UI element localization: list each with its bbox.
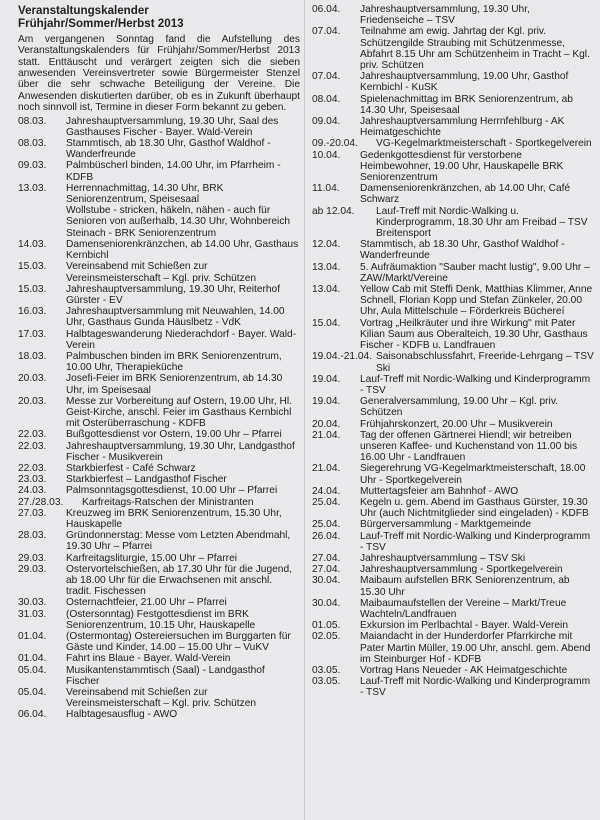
calendar-entry (312, 676, 594, 698)
calendar-entry (312, 138, 594, 149)
calendar-entry (18, 564, 300, 598)
entry-date: 01.04. (18, 631, 47, 642)
title-line-2: Frühjahr/Sommer/Herbst 2013 (18, 17, 184, 31)
entry-text: Maibaum aufstellen BRK Seniorenzentrum, ab 15.30 Uhr (360, 575, 570, 598)
entry-text: Tag der offenen Gärtnerei Hiendl; wir betreiben unseren Kaffee- und Kuchenstand von 11.00 bis 16.00 Uhr - Landfrauen (360, 429, 578, 464)
entry-date: 02.05. (312, 631, 341, 643)
entry-date: 20.03. (18, 395, 47, 407)
calendar-entry (18, 183, 300, 205)
calendar-entry (18, 709, 300, 720)
entry-date: 15.03. (18, 261, 47, 273)
calendar-entry (312, 575, 594, 597)
entry-date: 09.-20.04. (312, 138, 358, 150)
entry-date: 31.03. (18, 608, 47, 620)
calendar-entry (312, 631, 594, 665)
entry-text: Karfreitagsliturgie, 15.00 Uhr – Pfarrei (66, 552, 238, 564)
entry-text: Lauf-Treff mit Nordic-Walking und Kinderprogramm - TSV (360, 676, 591, 699)
calendar-entry (18, 306, 300, 328)
calendar-entry (312, 531, 594, 553)
entry-date (18, 205, 66, 239)
calendar-entry (312, 239, 594, 261)
entry-date: 24.03. (18, 485, 47, 497)
right-column (312, 4, 594, 699)
entry-text: Jahreshauptversammlung Herrnfehlburg - AK Heimatgeschichte (360, 116, 565, 139)
calendar-entry (312, 463, 594, 485)
calendar-entry (18, 497, 300, 508)
entry-text: Stammtisch, ab 18.30 Uhr, Gasthof Waldhof - Wanderfreunde (360, 239, 565, 262)
calendar-entry (312, 4, 594, 26)
calendar-entry (18, 609, 300, 631)
entry-text: (Ostermontag) Ostereiersuchen im Burggarten für Gäste und Kinder, 14.00 – 15.00 Uhr – VuKV (66, 631, 291, 654)
entry-text: Vereinsabend mit Schießen zur Vereinsmeisterschaft – Kgl. priv. Schützen (66, 261, 257, 284)
entry-text: Jahreshauptversammlung, 19.30 Uhr, Saal des Gasthauses Fischer - Bayer. Wald-Verein (66, 115, 279, 138)
calendar-entry (18, 474, 300, 485)
entry-date: 08.04. (312, 93, 341, 105)
entry-text: Maibaumaufstellen der Vereine – Markt/Treue Wachteln/Landfrauen (360, 597, 567, 620)
entry-text: (Ostersonntag) Festgottesdienst im BRK Seniorenzentrum, 10.15 Uhr, Hauskapelle (66, 608, 256, 631)
entry-date: 22.03. (18, 462, 47, 474)
entry-date: 16.03. (18, 306, 47, 318)
entry-text: Starkbierfest - Café Schwarz (66, 462, 196, 474)
entry-date: 25.04. (312, 496, 341, 508)
entry-text: Wollstube - stricken, häkeln, nähen - auch für Senioren von außerhalb, 14.30 Uhr, Wohnbereich Steinach - BRK Seniorenzentrum (66, 205, 291, 239)
calendar-entry (18, 284, 300, 306)
calendar-entry (18, 441, 300, 463)
entry-text: Halbtageswanderung Niederachdorf - Bayer. Wald-Verein (66, 328, 297, 351)
calendar-entry (312, 598, 594, 620)
entry-date: 19.04.-21.04. (312, 351, 373, 363)
entry-date: 03.05. (312, 676, 341, 688)
entry-text: Stammtisch, ab 18.30 Uhr, Gasthof Waldhof - Wanderfreunde (66, 138, 271, 161)
left-column (18, 4, 300, 721)
entry-date: 06.04. (312, 4, 341, 15)
entry-text: Generalversammlung, 19.00 Uhr – Kgl. priv. Schützen (360, 396, 558, 419)
entry-text: Saisonabschlussfahrt, Freeride-Lehrgang – TSV Ski (376, 351, 594, 374)
calendar-entry (18, 553, 300, 564)
entry-date: 20.03. (18, 373, 47, 385)
entry-text: Lauf-Treff mit Nordic-Walking u. Kinderprogramm, 18.30 Uhr am Freibad – TSV Breitensport (376, 205, 588, 240)
calendar-entry (312, 318, 594, 352)
calendar-entry (312, 206, 594, 240)
entry-date: 13.04. (312, 284, 341, 296)
entry-text: VG-Kegelmarktmeisterschaft - Sportkegelverein (376, 138, 592, 150)
entry-text: Lauf-Treff mit Nordic-Walking und Kinderprogramm - TSV (360, 373, 591, 396)
entry-date: 08.03. (18, 138, 47, 150)
entry-text: Teilnahme am ewig. Jahrtag der Kgl. priv. Schützengilde Straubing mit Schützenmesse, Abfahrt 8.15 Uhr am Schützenheim in Tracht – Kgl. priv. Schützen (360, 26, 590, 72)
entry-text: Siegerehrung VG-Kegelmarktmeisterschaft, 18.00 Uhr - Sportkegelverein (360, 463, 586, 486)
entry-date: 09.03. (18, 160, 47, 172)
entry-date: 07.04. (312, 26, 341, 38)
calendar-entry (18, 597, 300, 608)
entry-date: 30.04. (312, 575, 341, 587)
entry-text: Jahreshauptversammlung, 19.30 Uhr, Landgasthof Fischer - Musikverein (66, 440, 295, 463)
entry-text: Lauf-Treff mit Nordic-Walking und Kinderprogramm - TSV (360, 530, 591, 553)
calendar-entry (18, 116, 300, 138)
entry-date: 23.03. (18, 474, 47, 486)
calendar-entry (312, 665, 594, 676)
calendar-entry (18, 373, 300, 395)
calendar-entry (312, 150, 594, 184)
entry-date: 01.04. (18, 653, 47, 665)
calendar-entry (312, 71, 594, 93)
entry-date: 22.03. (18, 429, 47, 441)
calendar-entry (18, 687, 300, 709)
entry-date: 17.03. (18, 328, 47, 340)
entry-date: ab 12.04. (312, 205, 355, 217)
entry-text: Kreuzweg im BRK Seniorenzentrum, 15.30 Uhr, Hauskapelle (66, 507, 282, 530)
entry-date: 22.03. (18, 440, 47, 452)
entry-date: 01.05. (312, 620, 341, 632)
entry-text: Jahreshauptversammlung, 19.30 Uhr, Friedenseiche – TSV (360, 4, 530, 27)
entry-date: 19.04. (312, 396, 341, 408)
entry-date: 14.03. (18, 238, 47, 250)
entry-text: 5. Aufräumaktion "Sauber macht lustig", 9.00 Uhr – ZAW/Markt/Vereine (360, 261, 590, 284)
right-entry-list (312, 4, 594, 699)
calendar-entry (18, 138, 300, 160)
calendar-entry (18, 508, 300, 530)
entry-date: 07.04. (312, 71, 341, 83)
entry-text: Vortrag Hans Neueder - AK Heimatgeschichte (360, 664, 568, 676)
entry-date: 26.04. (312, 530, 341, 542)
entry-text: Jahreshauptversammlung, 19.30 Uhr, Reiterhof Gürster - EV (66, 283, 281, 306)
entry-text: Maiandacht in der Hunderdorfer Pfarrkirche mit Pater Martin Müller, 19.00 Uhr, anschl. gem. Abend im Steinburger Hof - KDFB (360, 631, 591, 665)
entry-date: 27./28.03. (18, 496, 64, 508)
entry-text: Bürgerversammlung - Marktgemeinde (360, 519, 531, 531)
entry-text: Yellow Cab mit Steffi Denk, Matthias Klimmer, Anne Schnell, Florian Kopp und Stefan Zünkeler, 20.00 Uhr, Aula Mittelschule – Förderkreis Büchereí (360, 284, 593, 318)
calendar-entry (312, 486, 594, 497)
calendar-entry (18, 429, 300, 440)
entry-date: 29.03. (18, 563, 47, 575)
calendar-entry (18, 463, 300, 474)
calendar-entry (18, 351, 300, 373)
entry-text: Jahreshauptversammlung – TSV Ski (360, 552, 526, 564)
entry-date: 30.03. (18, 597, 47, 609)
entry-date: 05.04. (18, 687, 47, 699)
calendar-entry (312, 262, 594, 284)
entry-date: 05.04. (18, 664, 47, 676)
calendar-entry (312, 497, 594, 519)
calendar-entry (312, 564, 594, 575)
calendar-entry (18, 530, 300, 552)
entry-date: 21.04. (312, 429, 341, 441)
entry-date: 06.04. (18, 709, 47, 721)
calendar-entry (18, 485, 300, 496)
entry-date: 27.03. (18, 507, 47, 519)
entry-text: Exkursion im Perlbachtal - Bayer. Wald-Verein (360, 620, 568, 632)
entry-date: 21.04. (312, 463, 341, 475)
entry-date: 11.04. (312, 183, 340, 195)
entry-date: 28.03. (18, 530, 47, 542)
entry-text: Palmbuschen binden im BRK Seniorenzentrum, 10.00 Uhr, Therapieküche (66, 350, 282, 374)
entry-text: Damenseniorenkränzchen, ab 14.00 Uhr, Gasthaus Kernbichl (66, 238, 299, 262)
calendar-entry (312, 620, 594, 631)
entry-date: 18.03. (18, 350, 47, 362)
entry-date: 19.04. (312, 373, 341, 385)
entry-date: 12.04. (312, 239, 341, 251)
entry-text: Vereinsabend mit Schießen zur Vereinsmeisterschaft – Kgl. priv. Schützen (66, 687, 257, 710)
entry-date: 10.04. (312, 149, 341, 161)
entry-text: Halbtagesausflug - AWO (66, 709, 178, 721)
entry-date: 27.04. (312, 564, 341, 576)
entry-text: Ostervortelschießen, ab 17.30 Uhr für die Jugend, ab 18.00 Uhr für die Erwachsenen mit anschl. tradit. Fischessen (66, 563, 292, 598)
entry-text: Kegeln u. gem. Abend im Gasthaus Gürster, 19.30 Uhr (auch Nichtmitglieder sind eingeladen) - KDFB (360, 496, 589, 520)
calendar-entry (18, 160, 300, 182)
entry-text: Karfreitags-Ratschen der Ministranten (82, 496, 254, 508)
entry-date: 09.04. (312, 116, 341, 128)
calendar-entry (18, 239, 300, 261)
entry-text: Starkbierfest – Landgasthof Fischer (66, 474, 227, 486)
calendar-entry (312, 419, 594, 430)
calendar-entry (312, 351, 594, 373)
calendar-entry (312, 26, 594, 71)
entry-text: Musikantenstammtisch (Saal) - Landgasthof Fischer (66, 664, 265, 687)
entry-date: 30.04. (312, 597, 341, 609)
page-title (18, 4, 300, 31)
entry-date: 27.04. (312, 552, 341, 564)
calendar-entry (312, 116, 594, 138)
calendar-entry (18, 653, 300, 664)
calendar-entry (312, 430, 594, 464)
entry-text: Messe zur Vorbereitung auf Ostern, 19.00 Uhr, Hl. Geist-Kirche, anschl. Feier im Gasthaus Kernbichl mit Osterüberraschung - KDFB (66, 395, 292, 430)
left-entry-list (18, 116, 300, 721)
entry-text: Josefi-Feier im BRK Seniorenzentrum, ab 14.30 Uhr, im Speisesaal (66, 373, 283, 396)
title-line-1: Veranstaltungskalender (18, 4, 149, 17)
calendar-entry (18, 396, 300, 430)
entry-text: Damenseniorenkränzchen, ab 14.00 Uhr, Café Schwarz (360, 183, 571, 206)
entry-date: 20.04. (312, 418, 341, 430)
intro-paragraph: Am vergangenen Sonntag fand die Aufstellung des Veranstaltungskalenders für Frühjahr/Sommer/Herbst 2013 statt. Enttäuscht und verärgert zeigten sich die sieben anwesenden Vereinsvertreter sowie Bürgermeister Stenzel über die sehr schwache Beteiligung der Vereine. Die Anwesenden diskutierten darüber, ob es in Zukunft überhaupt noch sinnvoll ist, Termine in dieser Form bekannt zu geben. (18, 33, 300, 114)
calendar-entry (312, 519, 594, 530)
entry-text: Muttertagsfeier am Bahnhof - AWO (360, 485, 519, 497)
entry-text: Vortrag „Heilkräuter und ihre Wirkung" mit Pater Kilian Saum aus Oberalteich, 19.30 Uhr, Gasthaus Fischer - KDFB u. Landfrauen (360, 317, 588, 352)
entry-date: 13.03. (18, 182, 47, 194)
entry-text: Jahreshauptversammlung mit Neuwahlen, 14.00 Uhr, Gasthaus Gunda Häuslbetz - VdK (66, 306, 285, 329)
entry-date: 13.04. (312, 261, 341, 273)
entry-date: 29.03. (18, 552, 47, 564)
entry-text: Herrennachmittag, 14.30 Uhr, BRK Seniorenzentrum, Speisesaal (66, 182, 224, 206)
entry-date: 08.03. (18, 115, 47, 127)
entry-date: 24.04. (312, 485, 341, 497)
calendar-entry (18, 631, 300, 653)
calendar-entry (18, 205, 300, 239)
entry-date: 25.04. (312, 519, 341, 531)
calendar-entry (312, 94, 594, 116)
calendar-entry (312, 374, 594, 396)
entry-text: Gedenkgottesdienst für verstorbene Heimbewohner, 19.00 Uhr, Hauskapelle BRK Seniorenzentrum (360, 149, 564, 184)
calendar-entry (312, 183, 594, 205)
entry-text: Jahreshauptversammlung, 19.00 Uhr, Gasthof Kernbichl - KuSK (360, 71, 569, 94)
entry-text: Frühjahrskonzert, 20.00 Uhr – Musikverein (360, 418, 553, 430)
column-divider (304, 0, 305, 820)
entry-text: Bußgottesdienst vor Ostern, 19.00 Uhr – Pfarrei (66, 429, 282, 441)
entry-text: Gründonnerstag: Messe vom Letzten Abendmahl, 19.30 Uhr – Pfarrei (66, 530, 291, 553)
calendar-entry (18, 329, 300, 351)
entry-date: 15.04. (312, 317, 341, 329)
entry-text: Palmsonntagsgottesdienst, 10.00 Uhr – Pfarrei (66, 485, 278, 497)
calendar-entry (312, 553, 594, 564)
calendar-entry (312, 396, 594, 418)
calendar-entry (18, 665, 300, 687)
entry-date: 15.03. (18, 283, 47, 295)
calendar-entry (18, 261, 300, 283)
entry-text: Jahreshauptversammlung - Sportkegelverein (360, 564, 563, 576)
entry-text: Palmbüscherl binden, 14.00 Uhr, im Pfarrheim - KDFB (66, 160, 281, 183)
entry-text: Osternachtfeier, 21.00 Uhr – Pfarrei (66, 597, 227, 609)
entry-date: 03.05. (312, 664, 341, 676)
entry-text: Spielenachmittag im BRK Seniorenzentrum, ab 14.30 Uhr, Speisesaal (360, 93, 573, 116)
calendar-entry (312, 284, 594, 318)
entry-text: Fahrt ins Blaue - Bayer. Wald-Verein (66, 653, 231, 665)
